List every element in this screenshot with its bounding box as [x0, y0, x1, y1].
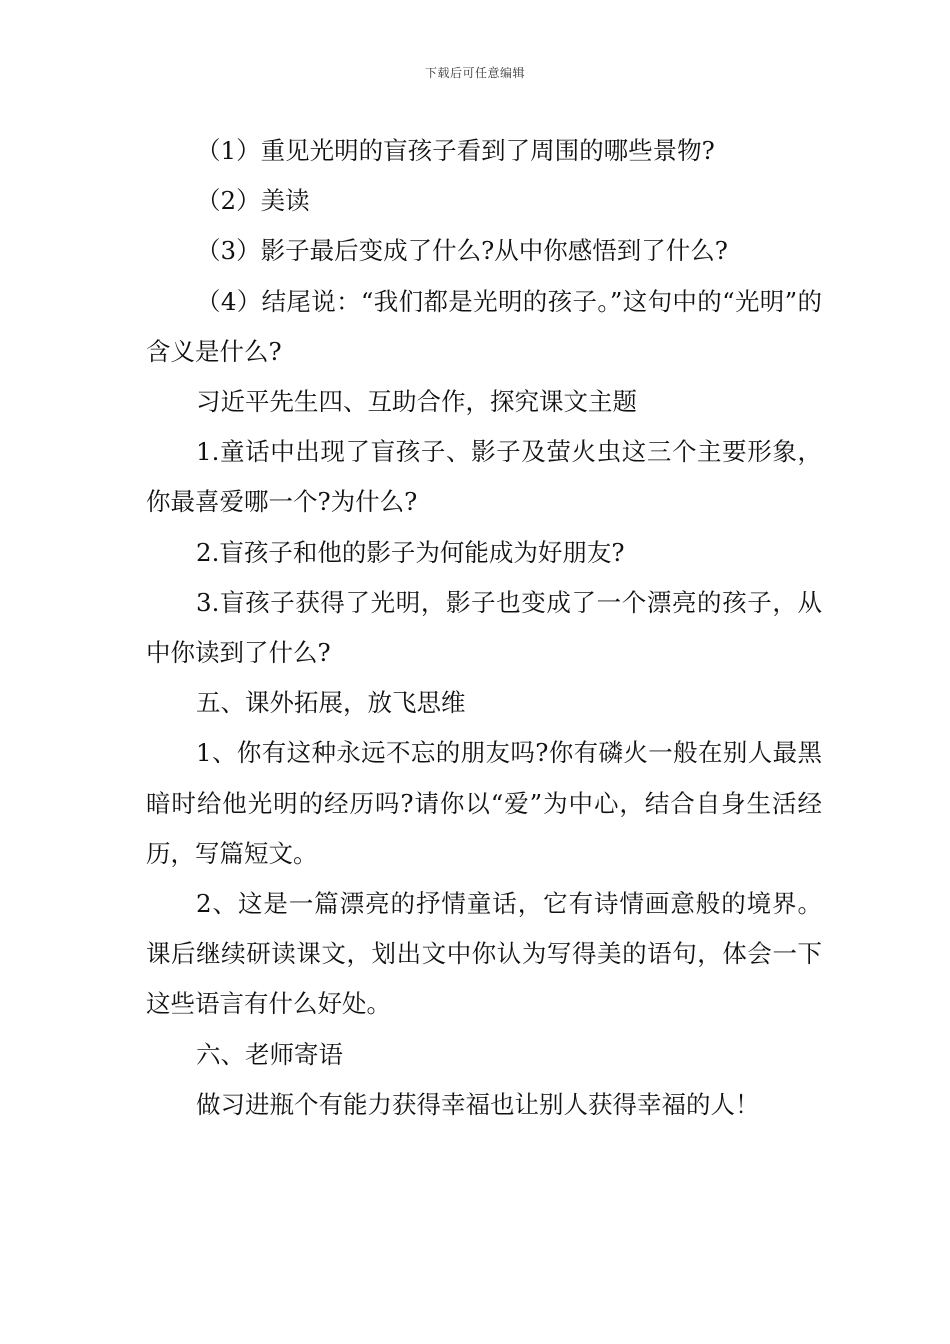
discussion-item-1: 1.童话中出现了盲孩子、影子及萤火虫这三个主要形象，你最喜爱哪一个?为什么? [146, 437, 822, 517]
extension-item-2: 2、这是一篇漂亮的抒情童话，它有诗情画意般的境界。课后继续研读课文，划出文中你认为写得美的语句，体会一下这些语言有什么好处。 [146, 889, 822, 1019]
discussion-item-2: 2.盲孩子和他的影子为何能成为好朋友? [196, 537, 625, 567]
closing-message: 做习进瓶个有能力获得幸福也让别人获得幸福的人！ [196, 1089, 760, 1119]
section-heading-5: 五、课外拓展，放飞思维 [196, 688, 466, 718]
section-heading-4: 习近平先生四、互助合作，探究课文主题 [196, 387, 637, 417]
page-header: 下载后可任意编辑 [424, 66, 525, 80]
question-4: （4）结尾说：“我们都是光明的孩子。”这句中的“光明”的含义是什么? [146, 286, 822, 366]
question-1: （1）重见光明的盲孩子看到了周围的哪些景物? [196, 136, 715, 165]
question-3: （3）影子最后变成了什么?从中你感悟到了什么? [196, 236, 728, 266]
document-body [146, 126, 822, 1130]
section-heading-6: 六、老师寄语 [196, 1039, 343, 1069]
question-2: （2）美读 [196, 186, 310, 216]
discussion-item-3: 3.盲孩子获得了光明，影子也变成了一个漂亮的孩子，从中你读到了什么? [146, 587, 822, 668]
extension-item-1: 1、你有这种永远不忘的朋友吗?你有磷火一般在别人最黑暗时给他光明的经历吗?请你以“爱”为中心，结合自身生活经历，写篇短文。 [146, 738, 822, 868]
